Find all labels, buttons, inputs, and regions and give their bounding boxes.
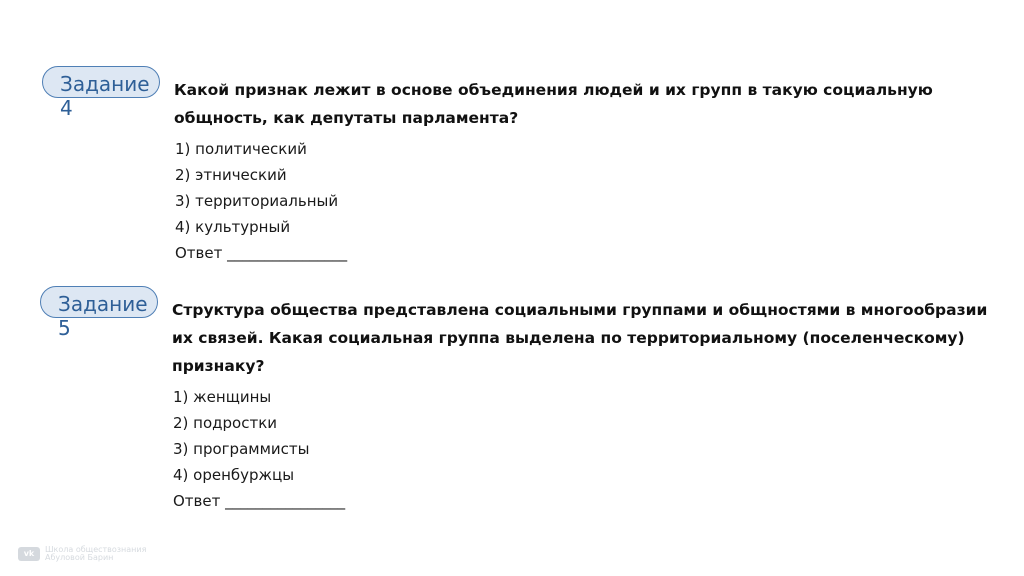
- option-2: 2) этнический: [175, 166, 287, 184]
- footer-logo: [18, 546, 146, 562]
- option-1: 1) политический: [175, 140, 307, 158]
- question-text: Какой признак лежит в основе объединения людей и их групп в такую социальную общность, как депутаты парламента?: [174, 81, 933, 127]
- task-content: [174, 76, 1004, 266]
- option-1: 1) женщины: [173, 388, 272, 406]
- option-3: 3) программисты: [173, 440, 310, 458]
- option-4: 4) культурный: [175, 218, 291, 236]
- options-list: [172, 384, 1002, 488]
- logo-line-1: Школа обществознания: [45, 545, 147, 554]
- task-label: Задание 5: [58, 292, 148, 340]
- task-label: Задание 4: [60, 72, 150, 120]
- options-list: [174, 136, 1004, 240]
- option-3: 3) территориальный: [175, 192, 339, 210]
- vk-icon: vk: [18, 547, 40, 561]
- task-content: [172, 296, 1002, 514]
- logo-caption: [45, 546, 146, 562]
- answer-line: Ответ ________________: [173, 492, 346, 510]
- logo-line-2: Абуловой Барин: [45, 553, 114, 562]
- question-text: Структура общества представлена социальными группами и общностями в многообразии их связей. Какая социальная группа выделена по территориальному (поселенческому) признаку?: [172, 301, 988, 375]
- option-4: 4) оренбуржцы: [173, 466, 295, 484]
- answer-line: Ответ ________________: [175, 244, 348, 262]
- option-2: 2) подростки: [173, 414, 278, 432]
